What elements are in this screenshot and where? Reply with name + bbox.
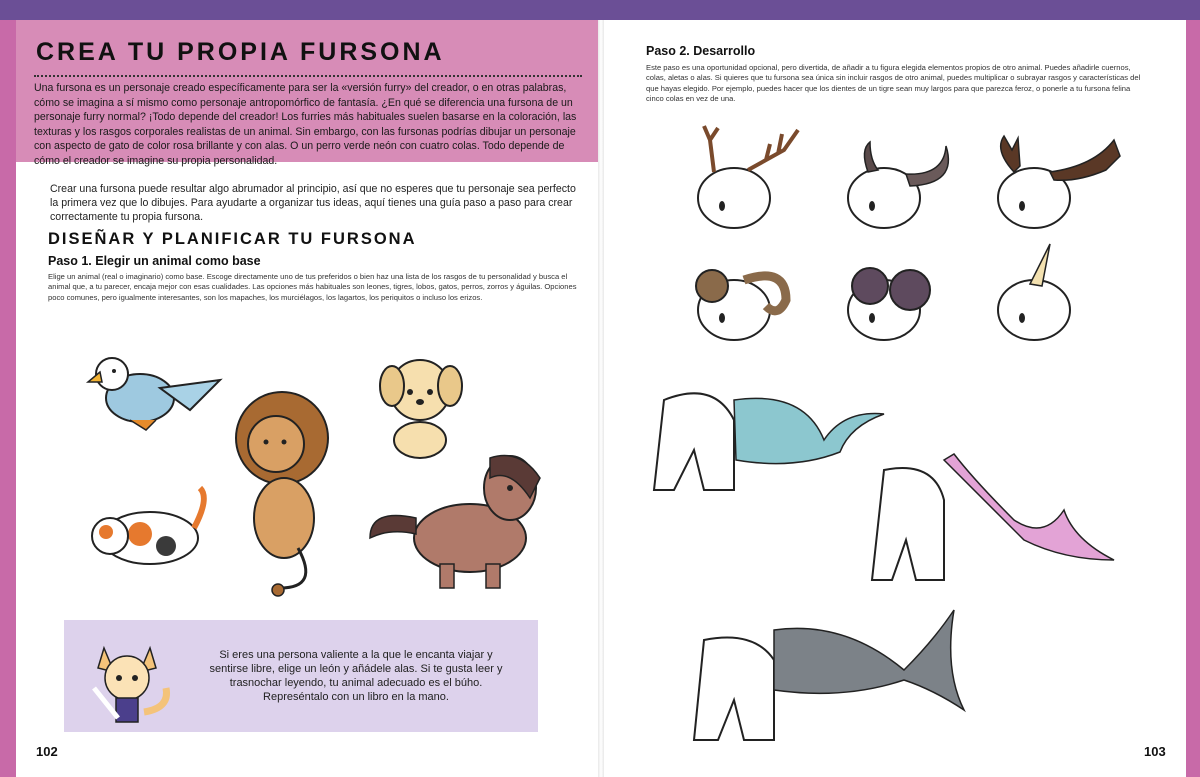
intro-paragraph: Una fursona es un personaje creado específicamente para ser la «versión furry» del creador, o en otras palabras, cómo se imagina a sí mismo como personaje antropomórfico de fantasía. ¿En qué se diferencia una fursona de un personaje furry normal? ¡Todo depende del creador! Los furries más habituales suelen basarse en la coloración, las texturas y los rasgos corporales realistas de un animal. Sin embargo, con las fursonas podrías dibujar un personaje con aspecto de gato de color rosa brillante y con alas. O un perro verde neón con cuatro colas. Todo depende de cómo el creador se imagine su propia personalidad. xyxy=(34,82,577,167)
base-animals-illustration xyxy=(70,338,550,614)
page-left xyxy=(16,20,598,777)
right-page-edge xyxy=(1186,20,1200,777)
unicorn-horn-head xyxy=(998,244,1070,340)
guide-paragraph: Crear una fursona puede resultar algo abrumador al principio, así que no esperes que tu personaje sea perfecto la primera vez que lo dibujes. Para ayudarte a organizar tus ideas, aquí tienes una guía paso a paso para crear correctamente tu propia fursona. xyxy=(50,183,576,223)
top-color-band xyxy=(0,0,1200,20)
left-page-edge xyxy=(0,20,16,777)
ram-horns-head xyxy=(696,270,786,340)
mermaid-tail-rainbow xyxy=(872,454,1114,580)
tip-box xyxy=(64,620,538,732)
dog-illustration xyxy=(380,360,462,458)
horned-heads-illustration xyxy=(674,110,1144,360)
fox-illustration xyxy=(74,628,184,728)
lion-illustration xyxy=(236,392,328,596)
eagle-illustration xyxy=(88,358,220,430)
step1-title: Paso 1. Elegir un animal como base xyxy=(48,254,261,268)
bull-horns-head xyxy=(848,142,948,228)
moose-antlers-head xyxy=(998,136,1120,228)
title-divider xyxy=(34,75,582,77)
step2-title: Paso 2. Desarrollo xyxy=(646,44,756,58)
tip-text: Si eres una persona valiente a la que le encanta viajar y sentirse libre, elige un león y añádele alas. Si te gusta leer y trasnochar leyendo, tu animal adecuado es el búho. Represéntalo con un libro en la mano. xyxy=(209,649,503,703)
page-title: CREA TU PROPIA FURSONA xyxy=(36,38,445,66)
cat-illustration xyxy=(92,488,204,564)
step1-text: Elige un animal (real o imaginario) como base. Escoge directamente uno de tus preferidos o bien haz una lista de los rasgos de tu personalidad y busca el animal que, a tu parecer, encaja mejor con esas cualidades. Las opciones más habituales son leones, tigres, lobos, gatos, perros, zorros y águilas. Opciones poco comunes, pero igualmente interesantes, son los mapaches, los murciélagos, los lagartos, los periquitos o incluso los erizos. xyxy=(48,272,577,302)
tails-illustration xyxy=(644,370,1164,750)
sheep-horns-head xyxy=(848,268,930,340)
mermaid-tail-teal xyxy=(654,393,884,490)
title-header-box xyxy=(16,20,600,167)
step2-text: Este paso es una oportunidad opcional, pero divertida, de añadir a tu figura elegida elementos propios de otro animal. Puedes añadirle cuernos, colas, aletas o alas. Si quieres que tu fursona sea única sin incluir rasgos de otro animal, puedes multiplicar o subrayar rasgos y características del que hayas elegido. Por ejemplo, puedes hacer que los dientes de un tigre sean muy largos para que parezca feroz, o ponerle a tu fursona felina cinco colas en vez de una. xyxy=(646,63,1141,103)
page-right xyxy=(604,20,1186,777)
page-number-right: 103 xyxy=(1144,744,1166,759)
horse-illustration xyxy=(370,456,540,589)
shark-tail xyxy=(694,610,964,740)
section-title: DISEÑAR Y PLANIFICAR TU FURSONA xyxy=(48,230,417,248)
page-number-left: 102 xyxy=(36,744,58,759)
deer-antlers-head xyxy=(698,126,798,228)
